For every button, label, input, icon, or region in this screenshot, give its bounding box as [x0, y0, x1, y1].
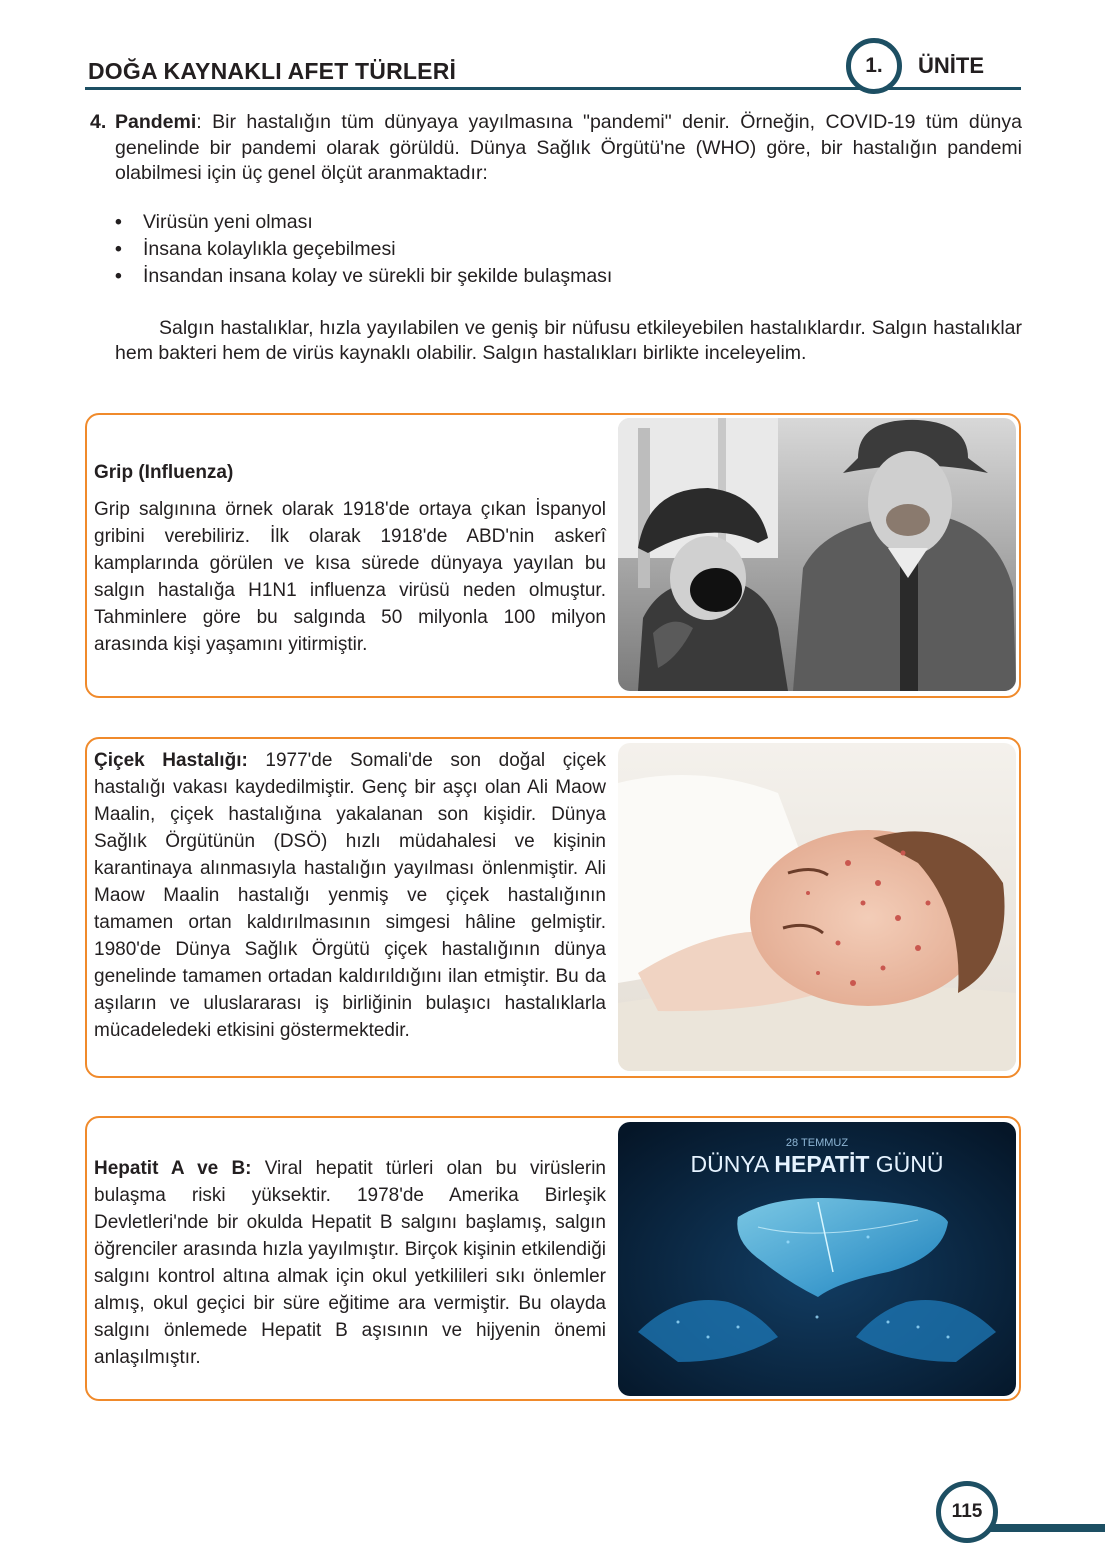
chapter-title: DOĞA KAYNAKLI AFET TÜRLERİ — [88, 58, 457, 84]
poster-title-text — [690, 1151, 943, 1177]
intro-section — [90, 110, 1022, 367]
criterion-text: İnsandan insana kolay ve sürekli bir şekilde bulaşması — [143, 264, 613, 287]
flu-title: Grip (Influenza) — [94, 462, 234, 483]
pandemic-definition — [115, 110, 1022, 187]
flu-text-block — [94, 459, 606, 658]
poster-word-3: GÜNÜ — [875, 1151, 944, 1177]
criteria-list — [115, 209, 1022, 290]
page-number: 115 — [936, 1481, 998, 1543]
page-number-bar — [985, 1524, 1105, 1532]
poster-word-1: DÜNYA — [690, 1151, 769, 1177]
list-item — [115, 236, 1022, 263]
smallpox-baby-photo — [618, 743, 1016, 1071]
pandemic-definition-text: : Bir hastalığın tüm dünyaya yayılmasına "pandemi" denir. Örneğin, COVID-19 tüm dünya genelinde bir pandemi olarak görüldü. Dünya Sağlık Örgütü'ne (WHO) göre, bir hastalığın pandemi olabilmesi için üç genel ölçüt aranmaktadır: — [115, 111, 1022, 184]
hepatitis-title: Hepatit A ve B: — [94, 1158, 252, 1179]
bullet-icon: • — [115, 237, 122, 260]
epidemics-paragraph: Salgın hastalıklar, hızla yayılabilen ve geniş bir nüfusu etkileyebilen hastalıklardır. Salgın hastalıklar hem bakteri hem de virüs kaynaklı olabilir. Salgın hastalıkları birlikte inceleyelim. — [115, 316, 1022, 364]
hepatitis-day-poster — [618, 1122, 1016, 1396]
pandemic-term: Pandemi — [115, 111, 197, 133]
flu-text: Grip salgınına örnek olarak 1918'de ortaya çıkan İspanyol gribini verebiliriz. İlk olarak 1918'de ABD'nin askerî kamplarında görülen ve kısa sürede dünyaya yayılan bu salgın hastalığa H1N1 influenza virüsü neden olmuştur. Tahminlere göre bu salgında 50 milyonla 100 milyon arasında kişi yaşamını yitirmiştir. — [94, 499, 606, 655]
hepatitis-text: Viral hepatit türleri olan bu virüslerin bulaşma riski yüksektir. 1978'de Amerika Birleşik Devletleri'nde bir okulda Hepatit B salgını başlamış, salgın öğrenciler arasında hızla yayılmıştır. Birçok kişinin etkilendiği salgını kontrol altına almak için okul yetkilileri sıkı önlemler almış, okul geçici bir süre eğitime ara vermiştir. Bu olayda salgını önlemede Hepatit B aşısının ve hijyenin önemi anlaşılmıştır. — [94, 1158, 606, 1368]
poster-date-text: 28 TEMMUZ — [785, 1137, 849, 1149]
unit-label: ÜNİTE — [918, 53, 984, 78]
smallpox-text-block — [94, 747, 606, 1044]
bullet-icon: • — [115, 210, 122, 233]
flu-masks-photo — [618, 418, 1016, 691]
list-item — [115, 263, 1022, 290]
smallpox-text: 1977'de Somali'de son doğal çiçek hastalığı vakası kaydedilmiştir. Genç bir aşçı olan Ali Maow Maalin, çiçek hastalığına yakalanan son kişidir. Dünya Sağlık Örgütünün (DSÖ) hızlı müdahalesi ve kişinin karantinaya alınmasıyla hastalığın yayılması önlenmiştir. Ali Maow Maalin hastalığı yenmiş ve çiçek hastalığının tamamen ortan kaldırılmasının simgesi hâline gelmiştir. 1980'de Dünya Sağlık Örgütü çiçek hastalığının dünya genelinde tamamen ortadan kaldırıldığını ilan etmiştir. Bu da aşıların ve uluslararası iş birliğinin bulaşıcı hastalıklarla mücadeledeki etkisini göstermektedir. — [94, 750, 607, 1041]
criterion-text: Virüsün yeni olması — [143, 210, 313, 233]
unit-number-badge: 1. — [846, 38, 902, 94]
smallpox-title: Çiçek Hastalığı: — [94, 750, 248, 771]
list-item — [115, 209, 1022, 236]
poster-word-2: HEPATİT — [774, 1151, 870, 1177]
item-number: 4. — [90, 111, 107, 133]
hepatitis-text-block — [94, 1155, 606, 1371]
criterion-text: İnsana kolaylıkla geçebilmesi — [143, 237, 396, 260]
bullet-icon: • — [115, 264, 122, 287]
